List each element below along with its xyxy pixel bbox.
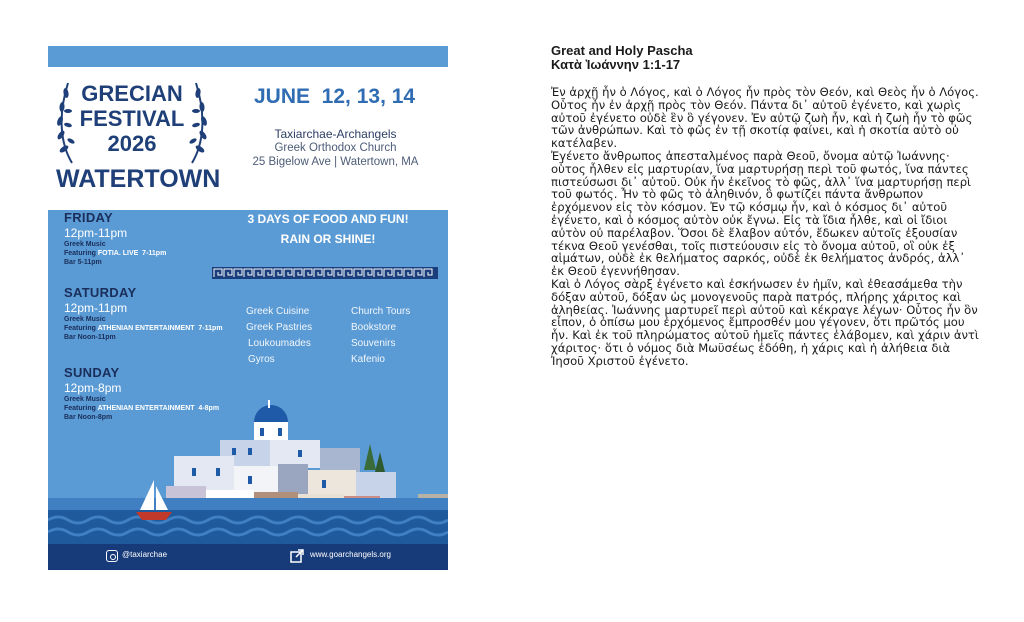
offering-bookstore: Bookstore xyxy=(351,322,397,333)
day-hours: 12pm-11pm xyxy=(64,301,128,315)
day-hours: 12pm-8pm xyxy=(64,381,122,395)
offering-kafenio: Kafenio xyxy=(351,354,385,365)
day-name: SATURDAY xyxy=(64,285,137,300)
offering-gyros: Gyros xyxy=(248,354,275,365)
venue-name: Taxiarchae-Archangels xyxy=(274,127,397,141)
day-name: SUNDAY xyxy=(64,365,120,380)
poster-header xyxy=(48,67,448,210)
reading-title: Great and Holy Pascha xyxy=(551,43,693,58)
day-music: Greek Music xyxy=(64,241,106,248)
external-link-icon xyxy=(290,549,304,563)
greek-key-border xyxy=(212,267,438,279)
logo-line-festival: FESTIVAL xyxy=(79,106,185,131)
day-music: Greek Music xyxy=(64,396,106,403)
logo-line-year: 2026 xyxy=(107,131,157,156)
festival-dates: JUNE 12, 13, 14 xyxy=(254,85,416,108)
day-featuring xyxy=(64,249,166,258)
day-bar: Bar Noon-8pm xyxy=(64,414,113,421)
day-friday xyxy=(64,210,166,267)
day-saturday xyxy=(64,285,223,342)
featuring-act: FOTIA. LIVE 7-11pm xyxy=(97,250,167,257)
poster-footer xyxy=(48,544,448,570)
day-hours: 12pm-11pm xyxy=(64,226,128,240)
offering-greek-cuisine: Greek Cuisine xyxy=(246,306,310,317)
offering-church-tours: Church Tours xyxy=(351,306,411,317)
day-featuring xyxy=(64,324,223,333)
reading-paragraph-2: Ἐγένετο ἄνθρωπος ἀπεσταλμένος παρὰ Θεοῦ, ὄνομα αὐτῷ Ἰωάννης· οὗτος ἦλθεν εἰς μαρτυρίαν, ἵνα μαρτυρήσῃ περὶ τοῦ φωτός, ἵνα πάντες πιστεύσωσι δι᾽ αὐτοῦ. Οὐκ ἦν ἐκεῖνος τὸ φῶς, ἀλλ᾽ ἵνα μαρτυρήσῃ περὶ τοῦ φωτός. Ἦν τὸ φῶς τὸ ἀληθινόν, ὃ φωτίζει πάντα ἄνθρωπον ἐρχόμενον εἰς τὸν κόσμον. Ἐν τῷ κόσμῳ ἦν, καὶ ὁ κόσμος δι᾽ αὐτοῦ ἐγένετο, καὶ ὁ κόσμος αὐτὸν οὐκ ἔγνω. Εἰς τὰ ἴδια ἦλθε, καὶ οἱ ἴδιοι αὐτὸν οὐ παρέλαβον. Ὅσοι δὲ ἔλαβον αὐτόν, ἔδωκεν αὐτοῖς ἐξουσίαν τέκνα Θεοῦ γενέσθαι, τοῖς πιστεύουσιν εἰς τὸ ὄνομα αὐτοῦ, οἳ οὐκ ἐξ αἱμάτων, οὐδὲ ἐκ θελήματος σαρκός, οὐδὲ ἐκ θελήματος ἀνδρός, ἀλλ᾽ ἐκ Θεοῦ ἐγεννήθησαν. xyxy=(551,148,971,279)
reading-paragraph-3: Καὶ ὁ Λόγος σὰρξ ἐγένετο καὶ ἐσκήνωσεν ἐν ἡμῖν, καὶ ἐθεασάμεθα τὴν δόξαν αὐτοῦ, δόξαν ὡς μονογενοῦς παρὰ πατρός, πλήρης χάριτος καὶ ἀληθείας. Ἰωάννης μαρτυρεῖ περὶ αὐτοῦ καὶ κέκραγε λέγων· Οὗτος ἦν ὃν εἶπον, ὁ ὀπίσω μου ἐρχόμενος ἔμπροσθέν μου γέγονεν, ὅτι πρῶτός μου ἦν. Καὶ ἐκ τοῦ πληρώματος αὐτοῦ ἡμεῖς πάντες ἐλάβομεν, καὶ χάριν ἀντὶ χάριτος· ὅτι ὁ νόμος διὰ Μωϋσέως ἐδόθη, ἡ χάρις καὶ ἡ ἀλήθεια διὰ Ἰησοῦ Χριστοῦ ἐγένετο. xyxy=(551,276,979,368)
featuring-label: Featuring xyxy=(64,250,96,257)
festival-logo xyxy=(56,77,221,203)
day-bar: Bar Noon-11pm xyxy=(64,334,116,341)
sailboat-icon xyxy=(134,478,174,522)
offering-greek-pastries: Greek Pastries xyxy=(246,322,313,333)
festival-poster xyxy=(48,46,448,570)
promo-line-2: RAIN OR SHINE! xyxy=(280,232,376,246)
offering-souvenirs: Souvenirs xyxy=(351,338,396,349)
featuring-act: ATHENIAN ENTERTAINMENT 7-11pm xyxy=(97,325,223,332)
logo-line-town: WATERTOWN xyxy=(56,165,221,193)
featuring-label: Featuring xyxy=(64,405,96,412)
venue-church: Greek Orthodox Church xyxy=(274,142,397,154)
venue-address: 25 Bigelow Ave | Watertown, MA xyxy=(252,156,419,168)
scripture-reading xyxy=(551,44,981,368)
poster-top-bar xyxy=(48,46,448,67)
logo-line-grecian: GRECIAN xyxy=(81,81,183,106)
instagram-handle: @taxiarchae xyxy=(122,550,168,559)
offering-loukoumades: Loukoumades xyxy=(248,338,311,349)
featuring-label: Featuring xyxy=(64,325,96,332)
day-bar: Bar 5-11pm xyxy=(64,259,102,266)
sea-waves xyxy=(48,510,448,544)
reading-paragraph-1: Ἐν ἀρχῇ ἦν ὁ Λόγος, καὶ ὁ Λόγος ἦν πρὸς τὸν Θεόν, καὶ Θεὸς ἦν ὁ Λόγος. Οὗτος ἦν ἐν ἀρχῇ πρὸς τὸν Θεόν. Πάντα δι᾽ αὐτοῦ ἐγένετο, καὶ χωρὶς αὐτοῦ ἐγένετο οὐδὲ ἓν ὃ γέγονεν. Ἐν αὐτῷ ζωὴ ἦν, καὶ ἡ ζωὴ ἦν τὸ φῶς τῶν ἀνθρώπων. Καὶ τὸ φῶς ἐν τῇ σκοτίᾳ φαίνει, καὶ ἡ σκοτία αὐτὸ οὐ κατέλαβεν. xyxy=(551,85,979,151)
featuring-act: ATHENIAN ENTERTAINMENT 4-8pm xyxy=(97,405,220,412)
website-link[interactable]: www.goarchangels.org xyxy=(310,550,391,559)
reading-body xyxy=(551,86,981,368)
day-music: Greek Music xyxy=(64,316,106,323)
instagram-icon xyxy=(106,550,118,562)
schedule-panel xyxy=(48,210,448,544)
day-name: FRIDAY xyxy=(64,210,113,225)
reading-subtitle: Κατὰ Ἰωάννην 1:1-17 xyxy=(551,57,681,72)
promo-line-1: 3 DAYS OF FOOD AND FUN! xyxy=(247,212,409,226)
